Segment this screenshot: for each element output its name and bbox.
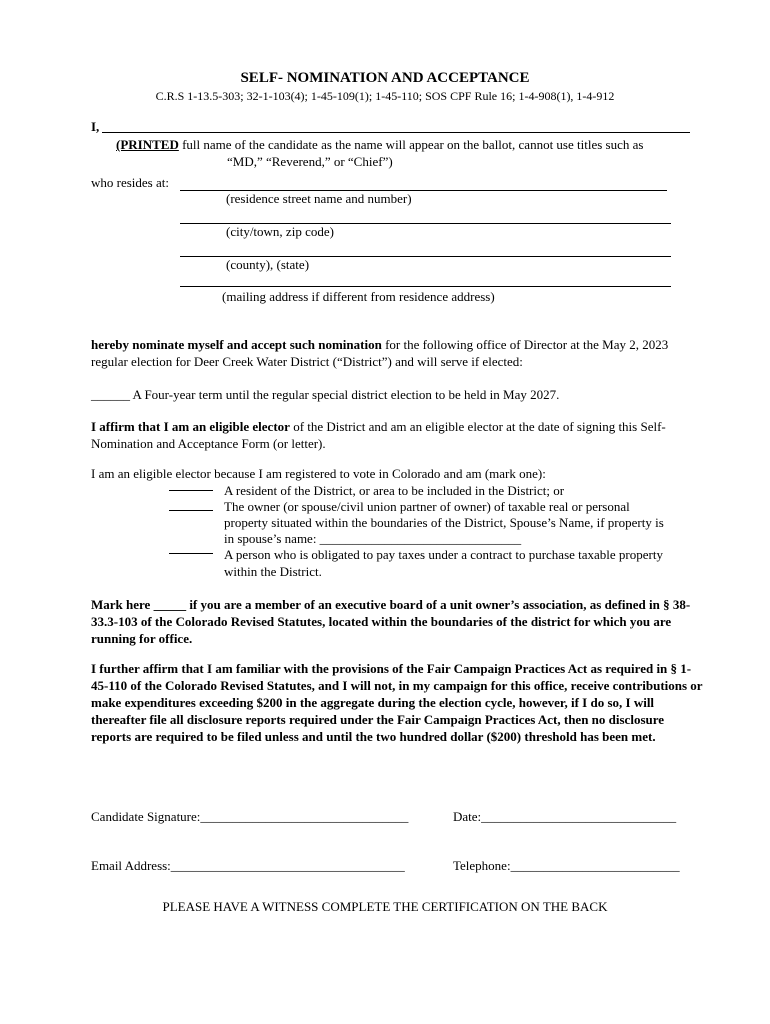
name-prefix: I, (91, 119, 100, 134)
option2-line3: in spouse’s name: _______________________________ (224, 531, 522, 546)
city-hint: (city/town, zip code) (226, 224, 334, 239)
affirm-paragraph (91, 418, 691, 452)
nominate-rest: for the following office of Director at the May 2, 2023 regular election for Deer Creek Water District (“District”) and will serve if elected: (91, 337, 669, 369)
printed-name-instruction (116, 136, 643, 153)
email-field[interactable]: Email Address:____________________________________ (91, 858, 405, 873)
affirm-rest: of the District and am an eligible elector at the date of signing this Self-Nomination and Acceptance Form (or letter). (91, 419, 666, 451)
term-line: ______ A Four-year term until the regular special district election to be held in May 2027. (91, 387, 560, 402)
date-field[interactable]: Date:______________________________ (453, 809, 677, 824)
mailing-address-field[interactable] (180, 286, 671, 287)
telephone-field[interactable]: Telephone:__________________________ (453, 858, 680, 873)
fair-campaign-paragraph: I further affirm that I am familiar with the provisions of the Fair Campaign Practices Act as required in § 1- 45-110 of the Colorado Revised Statutes, and I will not, in my campaign for this office, receive contributions or make expenditures exceeding $200 in the aggregate during the election cycle, however, if I do so, I will thereafter file all disclosure reports required under the Fair Campaign Practices Act, then no disclosure reports are required to be filed unless and until the two hundred dollar ($200) threshold has been met. (91, 661, 703, 744)
option3-line2: within the District. (224, 564, 322, 579)
candidate-name-field[interactable] (102, 132, 690, 133)
titles-example: “MD,” “Reverend,” or “Chief”) (227, 154, 393, 169)
printed-label: (PRINTED (116, 137, 179, 152)
mailing-hint: (mailing address if different from residence address) (222, 289, 495, 304)
hoa-board-paragraph: Mark here _____ if you are a member of an executive board of a unit owner’s association, as defined in § 38-33.3-103 of the Colorado Revised Statutes, located within the boundaries of the district for which you are running for office. (91, 597, 691, 646)
printed-rest: full name of the candidate as the name will appear on the ballot, cannot use titles such as (178, 137, 644, 152)
option2-line2: property situated within the boundaries of the District, Spouse’s Name, if property is (224, 515, 664, 530)
affirm-bold: I affirm that I am an eligible elector (91, 419, 290, 434)
county-hint: (county), (state) (226, 257, 310, 272)
witness-note: PLEASE HAVE A WITNESS COMPLETE THE CERTIFICATION ON THE BACK (162, 899, 608, 914)
street-hint: (residence street name and number) (226, 191, 412, 206)
option3-line1: A person who is obligated to pay taxes under a contract to purchase taxable property (224, 547, 663, 562)
option2-mark[interactable] (169, 510, 213, 511)
statute-citation: C.R.S 1-13.5-303; 32-1-103(4); 1-45-109(1); 1-45-110; SOS CPF Rule 16; 1-4-908(1), 1-4-912 (155, 89, 615, 103)
signature-field[interactable]: Candidate Signature:________________________________ (91, 809, 409, 824)
resides-label: who resides at: (91, 175, 169, 190)
elector-intro: I am an eligible elector because I am registered to vote in Colorado and am (mark one): (91, 466, 546, 481)
nomination-paragraph (91, 336, 691, 370)
form-title: SELF- NOMINATION AND ACCEPTANCE (240, 70, 530, 86)
option3-mark[interactable] (169, 553, 213, 554)
nominate-bold: hereby nominate myself and accept such nomination (91, 337, 382, 352)
option1-text: A resident of the District, or area to be included in the District; or (224, 483, 565, 498)
option2-line1: The owner (or spouse/civil union partner of owner) of taxable real or personal (224, 499, 630, 514)
option1-mark[interactable] (169, 490, 213, 491)
